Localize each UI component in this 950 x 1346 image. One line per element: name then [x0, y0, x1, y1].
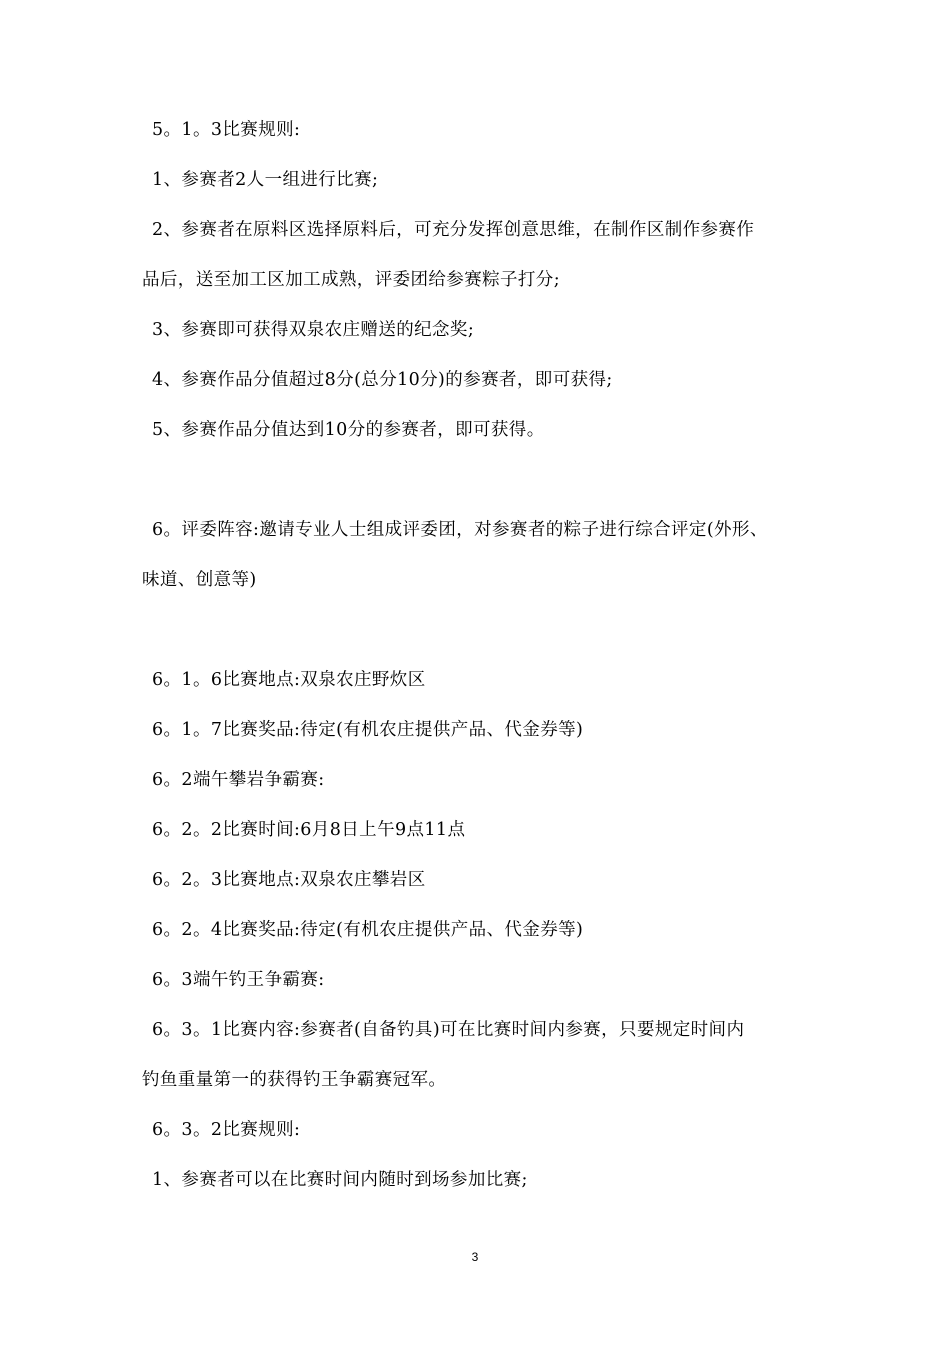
section-6-3-1-continued: 钓鱼重量第一的获得钓王争霸赛冠军。 [142, 1070, 447, 1090]
judges-paragraph: 6。评委阵容:邀请专业人士组成评委团，对参赛者的粽子进行综合评定(外形、 [152, 520, 768, 540]
rule-2: 2、参赛者在原料区选择原料后，可充分发挥创意思维，在制作区制作参赛作 [152, 220, 755, 240]
section-6-1-6: 6。1。6比赛地点:双泉农庄野炊区 [152, 670, 426, 690]
rule-3: 3、参赛即可获得双泉农庄赠送的纪念奖; [152, 320, 475, 340]
section-heading-6-3: 6。3端午钓王争霸赛: [152, 970, 325, 990]
rule-5: 5、参赛作品分值达到10分的参赛者，即可获得。 [152, 420, 545, 440]
rule-2-continued: 品后，送至加工区加工成熟，评委团给参赛粽子打分; [142, 270, 560, 290]
rule-4: 4、参赛作品分值超过8分(总分10分)的参赛者，即可获得; [152, 370, 613, 390]
fishing-rule-1: 1、参赛者可以在比赛时间内随时到场参加比赛; [152, 1170, 528, 1190]
section-6-2-4: 6。2。4比赛奖品:待定(有机农庄提供产品、代金券等) [152, 920, 584, 940]
section-6-2-2: 6。2。2比赛时间:6月8日上午9点11点 [152, 820, 466, 840]
rule-1: 1、参赛者2人一组进行比赛; [152, 170, 379, 190]
page-number: 3 [471, 1250, 479, 1264]
section-heading-6-2: 6。2端午攀岩争霸赛: [152, 770, 325, 790]
section-6-1-7: 6。1。7比赛奖品:待定(有机农庄提供产品、代金券等) [152, 720, 584, 740]
section-6-3-1: 6。3。1比赛内容:参赛者(自备钓具)可在比赛时间内参赛，只要规定时间内 [152, 1020, 745, 1040]
section-heading-6-3-2: 6。3。2比赛规则: [152, 1120, 301, 1140]
judges-paragraph-continued: 味道、创意等) [142, 570, 257, 590]
section-6-2-3: 6。2。3比赛地点:双泉农庄攀岩区 [152, 870, 426, 890]
section-heading-5-1-3: 5。1。3比赛规则: [152, 120, 301, 140]
